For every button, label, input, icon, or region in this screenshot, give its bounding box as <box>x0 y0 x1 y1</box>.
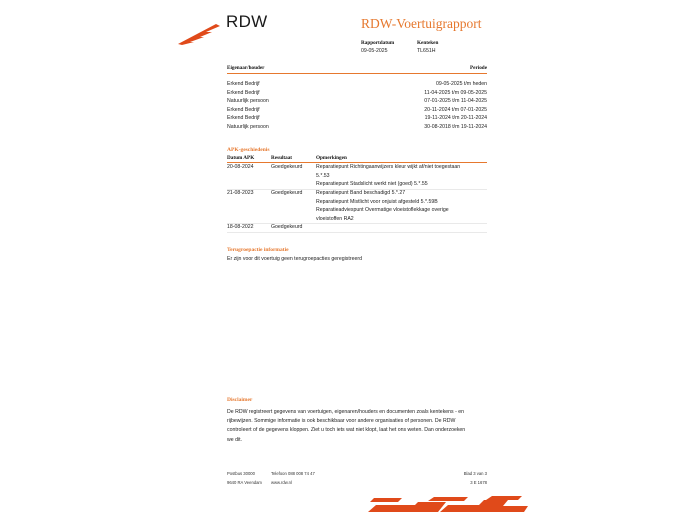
apk-remark-line: Reparatiepunt Richtingaanwijzers kleur wijkt af/niet toegestaan <box>316 164 461 170</box>
disclaimer-line: De RDW registreert gegevens van voertuigen, eigenaren/houders en documenten zoals kentekens - en <box>227 409 465 415</box>
owners-table-body <box>227 80 487 132</box>
apk-remarks <box>316 163 460 189</box>
apk-remark-line: 5.*.53 <box>316 172 330 179</box>
apk-remark-line: Reparatiepunt Stadslicht werkt niet (goed) 5.*.55 <box>316 181 428 188</box>
apk-result: Goedgekeurd <box>271 190 303 196</box>
owner-period: 07-01-2025 t/m 11-04-2025 <box>424 98 487 105</box>
brand-name: RDW <box>226 12 268 31</box>
owner-period: 19-11-2024 t/m 20-11-2024 <box>424 115 487 122</box>
apk-date: 18-08-2022 <box>227 224 254 230</box>
footer-page-number: Blad 3 van 3 <box>463 471 487 476</box>
footer-doc-code: 3 E 1678 <box>470 480 487 485</box>
row-divider <box>227 232 487 233</box>
owner-type: Erkend Bedrijf <box>227 81 260 87</box>
disclaimer-text <box>227 408 489 445</box>
report-title: RDW-Voertuigrapport <box>361 16 482 31</box>
recall-text: Er zijn voor dit voertuig geen terugroepacties geregistreerd <box>227 256 362 262</box>
disclaimer-line: we dit. <box>227 436 242 443</box>
apk-remarks <box>316 189 449 223</box>
apk-remark-line: vloeistoffen RA2 <box>316 215 354 222</box>
apk-col-date: Datum APK <box>227 155 255 161</box>
table-row <box>227 123 487 132</box>
apk-remark-line: Reparatiepunt Band beschadigd 5.*.27 <box>316 190 406 196</box>
disclaimer-line: controleert of de gegevens kloppen. Ziet u toch iets wat niet klopt, laat het ons weten. Dan onderzoeken <box>227 427 466 434</box>
report-date-label: Rapportdatum <box>361 40 395 46</box>
apk-section-title: APK-geschiedenis <box>227 147 270 153</box>
apk-result: Goedgekeurd <box>271 224 303 230</box>
table-row <box>227 97 487 106</box>
footer-phone: Telefoon 088 008 74 47 <box>271 471 315 476</box>
footer-address-2: 9640 RA Veendam <box>227 480 262 485</box>
owner-type: Erkend Bedrijf <box>227 115 260 122</box>
apk-col-remarks: Opmerkingen <box>316 155 347 161</box>
apk-remark-line: Reparatiepunt Mistlicht voor onjuist afgesteld 5.*.59B <box>316 198 438 205</box>
plate-label: Kenteken <box>417 40 439 46</box>
owner-type: Natuurlijk persoon <box>227 123 269 130</box>
row-divider <box>227 223 487 224</box>
table-row <box>227 106 487 115</box>
table-row <box>227 114 487 123</box>
plate-value: TL651H <box>417 48 436 54</box>
owners-col-period: Periode <box>470 65 487 71</box>
owners-header-rule <box>227 73 487 74</box>
footer-website[interactable]: www.rdw.nl <box>271 480 292 485</box>
apk-date: 20-08-2024 <box>227 164 254 170</box>
table-row <box>227 89 487 98</box>
apk-remark-line: Reparatieadviespunt Overmatige vloeistoflekkage overige <box>316 207 449 214</box>
apk-result: Goedgekeurd <box>271 164 303 170</box>
owner-type: Natuurlijk persoon <box>227 98 269 105</box>
owner-type: Erkend Bedrijf <box>227 106 260 113</box>
owners-col-owner: Eigenaar/houder <box>227 65 265 71</box>
owner-period: 20-11-2024 t/m 07-01-2025 <box>424 106 487 113</box>
disclaimer-line: rijbewijzen. Sommige informatie is ook beschikbaar voor andere organisaties of personen. De RDW <box>227 418 456 425</box>
owner-type: Erkend Bedrijf <box>227 89 260 96</box>
owner-period: 09-05-2025 t/m heden <box>435 81 487 87</box>
decorative-stripes-icon <box>368 496 528 514</box>
apk-date: 21-08-2023 <box>227 190 254 196</box>
recall-section-title: Terugroepactie informatie <box>227 247 289 253</box>
table-row <box>227 80 487 89</box>
disclaimer-title: Disclaimer <box>227 397 253 403</box>
report-date-value: 09-05-2025 <box>361 48 388 54</box>
apk-col-result: Resultaat <box>271 155 293 161</box>
owner-period: 30-08-2018 t/m 19-11-2024 <box>424 123 487 130</box>
rdw-logo-icon <box>176 22 222 46</box>
footer-address-1: Postbus 30000 <box>227 471 255 476</box>
owner-period: 11-04-2025 t/m 09-05-2025 <box>424 89 487 96</box>
